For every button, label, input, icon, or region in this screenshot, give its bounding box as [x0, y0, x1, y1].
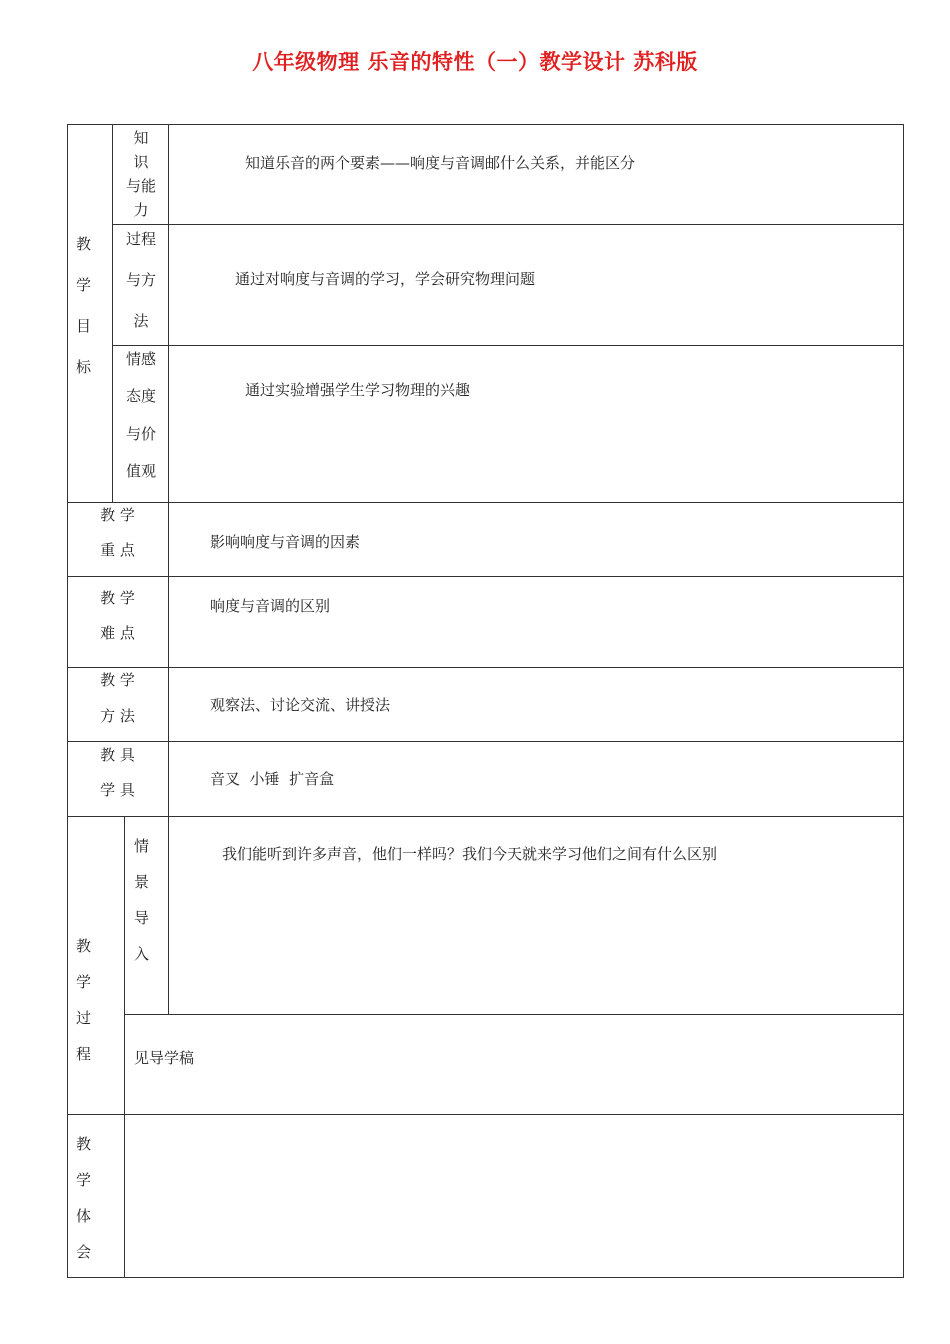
key-points-label: 教 学 重 点: [100, 506, 135, 559]
row-divider: [112, 345, 904, 346]
process-method-label: 过程 与方 法: [125, 230, 156, 330]
process-method-content: 通过对响度与音调的学习，学会研究物理问题: [235, 270, 536, 288]
tools-content: 音叉 小锤 扩音盒: [210, 770, 335, 788]
intro-content: 我们能听到许多声音，他们一样吗？我们今天就来学习他们之间有什么区别: [222, 845, 718, 863]
row-divider: [67, 741, 904, 742]
row-divider: [67, 667, 904, 668]
row-divider: [67, 1114, 904, 1115]
column-divider: [168, 816, 169, 1014]
column-divider: [168, 124, 169, 816]
table-border: [67, 124, 904, 1278]
key-points-content: 影响响度与音调的因素: [210, 533, 361, 551]
guide-note: 见导学稿: [134, 1049, 195, 1067]
column-divider: [112, 124, 113, 502]
row-divider: [124, 1014, 904, 1015]
tools-label: 教 具 学 具: [100, 746, 135, 799]
row-divider: [67, 576, 904, 577]
intro-label: 情 景 导 入: [134, 837, 150, 963]
objectives-group-label: 教 学 目 标: [76, 235, 92, 376]
row-divider: [67, 816, 904, 817]
document-title: 八年级物理 乐音的特性（一）教学设计 苏科版: [252, 50, 698, 74]
row-divider: [67, 502, 904, 503]
emotion-attitude-label: 情感 态度 与价 值观: [125, 350, 156, 480]
methods-content: 观察法、讨论交流、讲授法: [210, 696, 391, 714]
column-divider: [124, 816, 125, 1278]
knowledge-label: 知 识 与能 力: [125, 129, 156, 219]
methods-label: 教 学 方 法: [100, 671, 135, 725]
emotion-attitude-content: 通过实验增强学生学习物理的兴趣: [245, 381, 471, 399]
reflection-label: 教 学 体 会: [76, 1135, 92, 1261]
difficulties-label: 教 学 难 点: [100, 589, 135, 642]
difficulties-content: 响度与音调的区别: [210, 597, 331, 615]
process-group-label: 教 学 过 程: [76, 937, 92, 1063]
knowledge-content: 知道乐音的两个要素——响度与音调邮什么关系，并能区分: [245, 154, 636, 172]
row-divider: [112, 224, 904, 225]
